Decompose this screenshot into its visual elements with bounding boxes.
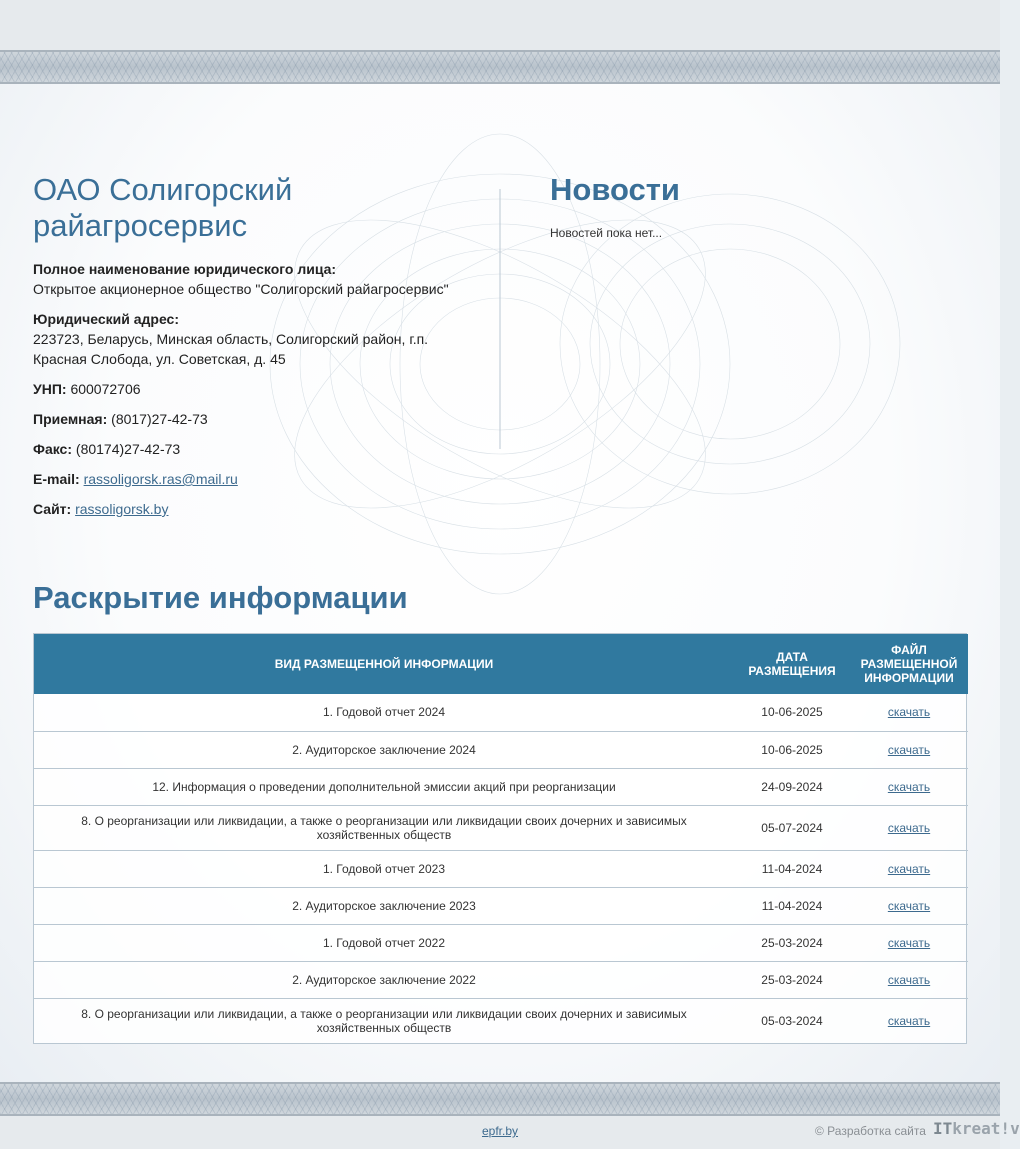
row-file-cell <box>850 961 968 998</box>
row-date: 24-09-2024 <box>734 768 850 805</box>
row-date: 05-03-2024 <box>761 1013 823 1028</box>
address-value: 223723, Беларусь, Минская область, Солигорский район, г.п. Красная Слобода, ул. Советская, д. 45 <box>33 331 429 367</box>
epfr-link[interactable]: epfr.by <box>482 1124 519 1138</box>
header-file: ФАЙЛ РАЗМЕЩЕННОЙ ИНФОРМАЦИИ <box>850 634 968 694</box>
row-type: 8. О реорганизации или ликвидации, а также о реорганизации или ликвидации своих дочерних и зависимых хозяйственных обществ <box>81 1006 687 1035</box>
download-link[interactable]: скачать <box>887 935 931 950</box>
row-date: 11-04-2024 <box>734 887 850 924</box>
unp-value: 600072706 <box>70 381 141 397</box>
row-file-cell <box>850 694 968 731</box>
table-row <box>34 805 968 850</box>
unp-label: УНП: <box>33 381 67 397</box>
disclosure-table <box>33 633 967 1044</box>
main-content <box>0 84 1000 1082</box>
email-block <box>33 469 473 489</box>
footer-ornament-band <box>0 1082 1000 1116</box>
site-block <box>33 499 473 519</box>
row-type: 8. О реорганизации или ликвидации, а также о реорганизации или ликвидации своих дочерних и зависимых хозяйственных обществ <box>34 805 734 850</box>
table-row <box>34 887 968 924</box>
row-type: 1. Годовой отчет 2024 <box>34 694 734 731</box>
news-title: Новости <box>550 172 680 207</box>
table-row <box>34 961 968 998</box>
row-file-cell <box>850 998 968 1043</box>
row-date: 10-06-2025 <box>734 731 850 768</box>
row-date: 25-03-2024 <box>734 961 850 998</box>
row-type: 2. Аудиторское заключение 2022 <box>34 961 734 998</box>
unp-block <box>33 379 473 399</box>
table-row <box>34 924 968 961</box>
download-link[interactable]: скачать <box>887 898 931 913</box>
header-ornament-band <box>0 50 1000 84</box>
email-link[interactable]: rassoligorsk.ras@mail.ru <box>83 471 238 487</box>
row-file-cell <box>850 887 968 924</box>
row-date: 10-06-2025 <box>734 694 850 731</box>
row-date: 25-03-2024 <box>734 924 850 961</box>
fax-value: (80174)27-42-73 <box>75 441 181 457</box>
reception-label: Приемная: <box>33 411 108 427</box>
table-row <box>34 768 968 805</box>
itkreativ-logo[interactable] <box>933 1119 1020 1138</box>
download-link[interactable]: скачать <box>887 820 931 835</box>
reception-value: (8017)27-42-73 <box>111 411 208 427</box>
row-type: 1. Годовой отчет 2023 <box>34 850 734 887</box>
news-empty-message: Новостей пока нет... <box>550 226 663 240</box>
logo-rest: kreat!v <box>952 1119 1020 1138</box>
download-link[interactable]: скачать <box>887 705 931 720</box>
download-link[interactable]: скачать <box>887 742 931 757</box>
logo-it: IT <box>933 1119 953 1138</box>
fax-label: Факс: <box>33 441 73 457</box>
table-row <box>34 731 968 768</box>
row-type: 2. Аудиторское заключение 2024 <box>34 731 734 768</box>
email-label: E-mail: <box>33 471 80 487</box>
disclosure-title: Раскрытие информации <box>33 580 408 615</box>
footer <box>0 1116 1020 1149</box>
top-band <box>0 0 1000 50</box>
row-file-cell <box>850 731 968 768</box>
company-title: ОАО Солигорский райагросервис <box>33 172 293 243</box>
row-file-cell <box>850 805 968 850</box>
table-row <box>34 850 968 887</box>
row-type: 1. Годовой отчет 2022 <box>34 924 734 961</box>
row-file-cell <box>850 924 968 961</box>
table-row <box>34 998 968 1043</box>
fullname-label: Полное наименование юридического лица: <box>33 261 337 277</box>
fullname-value: Открытое акционерное общество "Солигорский райагросервис" <box>33 281 449 297</box>
header-type: ВИД РАЗМЕЩЕННОЙ ИНФОРМАЦИИ <box>34 634 734 694</box>
developer-credit: © Разработка сайта <box>815 1124 926 1138</box>
site-label: Сайт: <box>33 501 72 517</box>
reception-block <box>33 409 473 429</box>
site-link[interactable]: rassoligorsk.by <box>75 501 169 517</box>
address-block <box>33 309 443 369</box>
table-header-row <box>34 634 968 694</box>
download-link[interactable]: скачать <box>887 861 931 876</box>
download-link[interactable]: скачать <box>887 779 931 794</box>
download-link[interactable]: скачать <box>887 1013 931 1028</box>
row-type: 12. Информация о проведении дополнительной эмиссии акций при реорганизации <box>34 768 734 805</box>
fullname-block <box>33 259 473 299</box>
table-row <box>34 694 968 731</box>
row-type: 2. Аудиторское заключение 2023 <box>34 887 734 924</box>
header-date: ДАТА РАЗМЕЩЕНИЯ <box>734 634 850 694</box>
row-date: 11-04-2024 <box>734 850 850 887</box>
row-file-cell <box>850 768 968 805</box>
row-file-cell <box>850 850 968 887</box>
download-link[interactable]: скачать <box>887 972 931 987</box>
fax-block <box>33 439 473 459</box>
row-date: 05-07-2024 <box>734 805 850 850</box>
address-label: Юридический адрес: <box>33 311 179 327</box>
